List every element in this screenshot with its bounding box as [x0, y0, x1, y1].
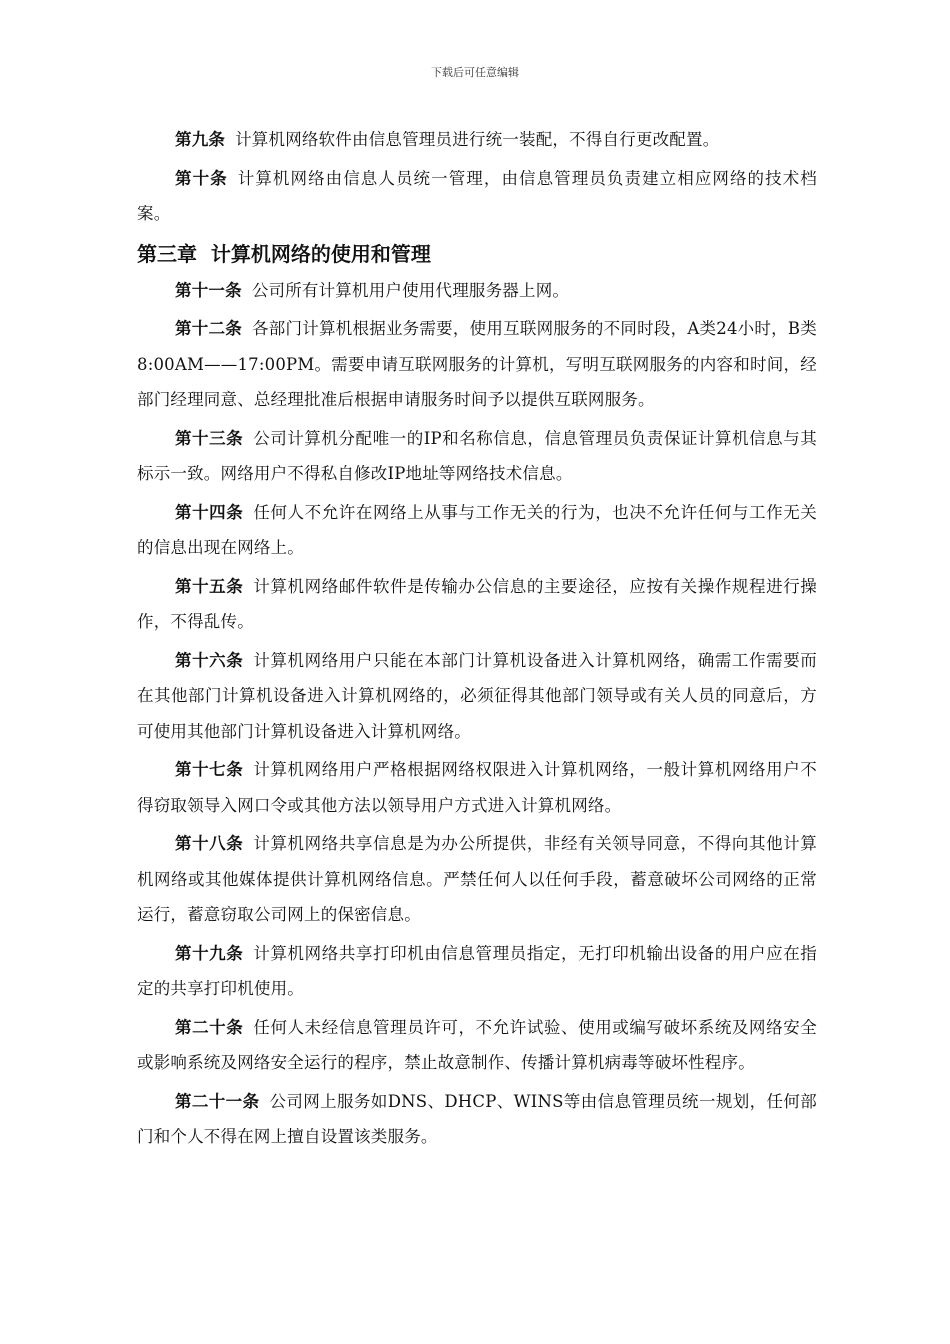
article-text: 各部门计算机根据业务需要，使用互联网服务的不同时段，A类24小时，B类8:00AM——17:00PM。需要申请互联网服务的计算机，写明互联网服务的内容和时间，经部门经理同意、总经理批准后根据申请服务时间予以提供互联网服务。 — [137, 319, 817, 409]
article-paragraph — [137, 161, 817, 232]
article-text: 公司所有计算机用户使用代理服务器上网。 — [251, 280, 570, 300]
article-label: 第十九条 — [175, 943, 244, 963]
article-paragraph — [137, 643, 817, 750]
article-text: 计算机网络软件由信息管理员进行统一装配，不得自行更改配置。 — [235, 130, 720, 149]
article-paragraph — [137, 752, 817, 823]
page-header: 下载后可任意编辑 — [431, 66, 519, 79]
article-text: 计算机网络由信息人员统一管理，由信息管理员负责建立相应网络的技术档案。 — [137, 168, 817, 223]
chapter-title: 第三章 计算机网络的使用和管理 — [137, 241, 431, 266]
article-paragraph — [137, 122, 817, 158]
article-label: 第十八条 — [175, 834, 244, 853]
article-text: 计算机网络邮件软件是传输办公信息的主要途径，应按有关操作规程进行操作，不得乱传。 — [137, 576, 817, 631]
article-text: 计算机网络共享信息是为办公所提供，非经有关领导同意，不得向其他计算机网络或其他媒体提供计算机网络信息。严禁任何人以任何手段，蓄意破坏公司网络的正常运行，蓄意窃取公司网上的保密信息。 — [137, 834, 817, 924]
article-label: 第十一条 — [175, 280, 242, 300]
article-paragraph — [137, 826, 817, 933]
article-paragraph — [137, 1010, 817, 1081]
article-text: 公司计算机分配唯一的IP和名称信息，信息管理员负责保证计算机信息与其标示一致。网络用户不得私自修改IP地址等网络技术信息。 — [137, 428, 817, 483]
article-text: 任何人未经信息管理员许可，不允许试验、使用或编写破坏系统及网络安全或影响系统及网络安全运行的程序，禁止故意制作、传播计算机病毒等破坏性程序。 — [137, 1017, 817, 1072]
article-label: 第十四条 — [175, 502, 244, 522]
article-paragraph — [137, 1084, 817, 1155]
article-paragraph — [137, 569, 817, 640]
article-text: 计算机网络共享打印机由信息管理员指定，无打印机输出设备的用户应在指定的共享打印机使用。 — [137, 943, 817, 998]
article-label: 第十六条 — [175, 650, 244, 670]
article-paragraph — [137, 273, 817, 309]
article-label: 第九条 — [175, 130, 226, 149]
article-paragraph — [137, 311, 817, 418]
document-body — [137, 122, 817, 1158]
article-text: 任何人不允许在网络上从事与工作无关的行为，也决不允许任何与工作无关的信息出现在网络上。 — [137, 502, 817, 557]
article-label: 第十条 — [175, 168, 228, 188]
article-text: 计算机网络用户只能在本部门计算机设备进入计算机网络，确需工作需要而在其他部门计算机设备进入计算机网络的，必须征得其他部门领导或有关人员的同意后，方可使用其他部门计算机设备进入计算机网络。 — [137, 650, 817, 741]
article-label: 第十七条 — [175, 760, 244, 779]
article-text: 公司网上服务如DNS、DHCP、WINS等由信息管理员统一规划，任何部门和个人不得在网上擅自设置该类服务。 — [137, 1091, 817, 1146]
article-label: 第二十一条 — [175, 1091, 260, 1111]
article-paragraph — [137, 936, 817, 1007]
article-label: 第十三条 — [175, 428, 244, 448]
article-label: 第十二条 — [175, 319, 242, 338]
article-label: 第十五条 — [175, 576, 244, 596]
article-text: 计算机网络用户严格根据网络权限进入计算机网络，一般计算机网络用户不得窃取领导入网口令或其他方法以领导用户方式进入计算机网络。 — [137, 760, 817, 815]
article-paragraph — [137, 495, 817, 566]
article-label: 第二十条 — [175, 1017, 244, 1037]
article-paragraph — [137, 421, 817, 492]
